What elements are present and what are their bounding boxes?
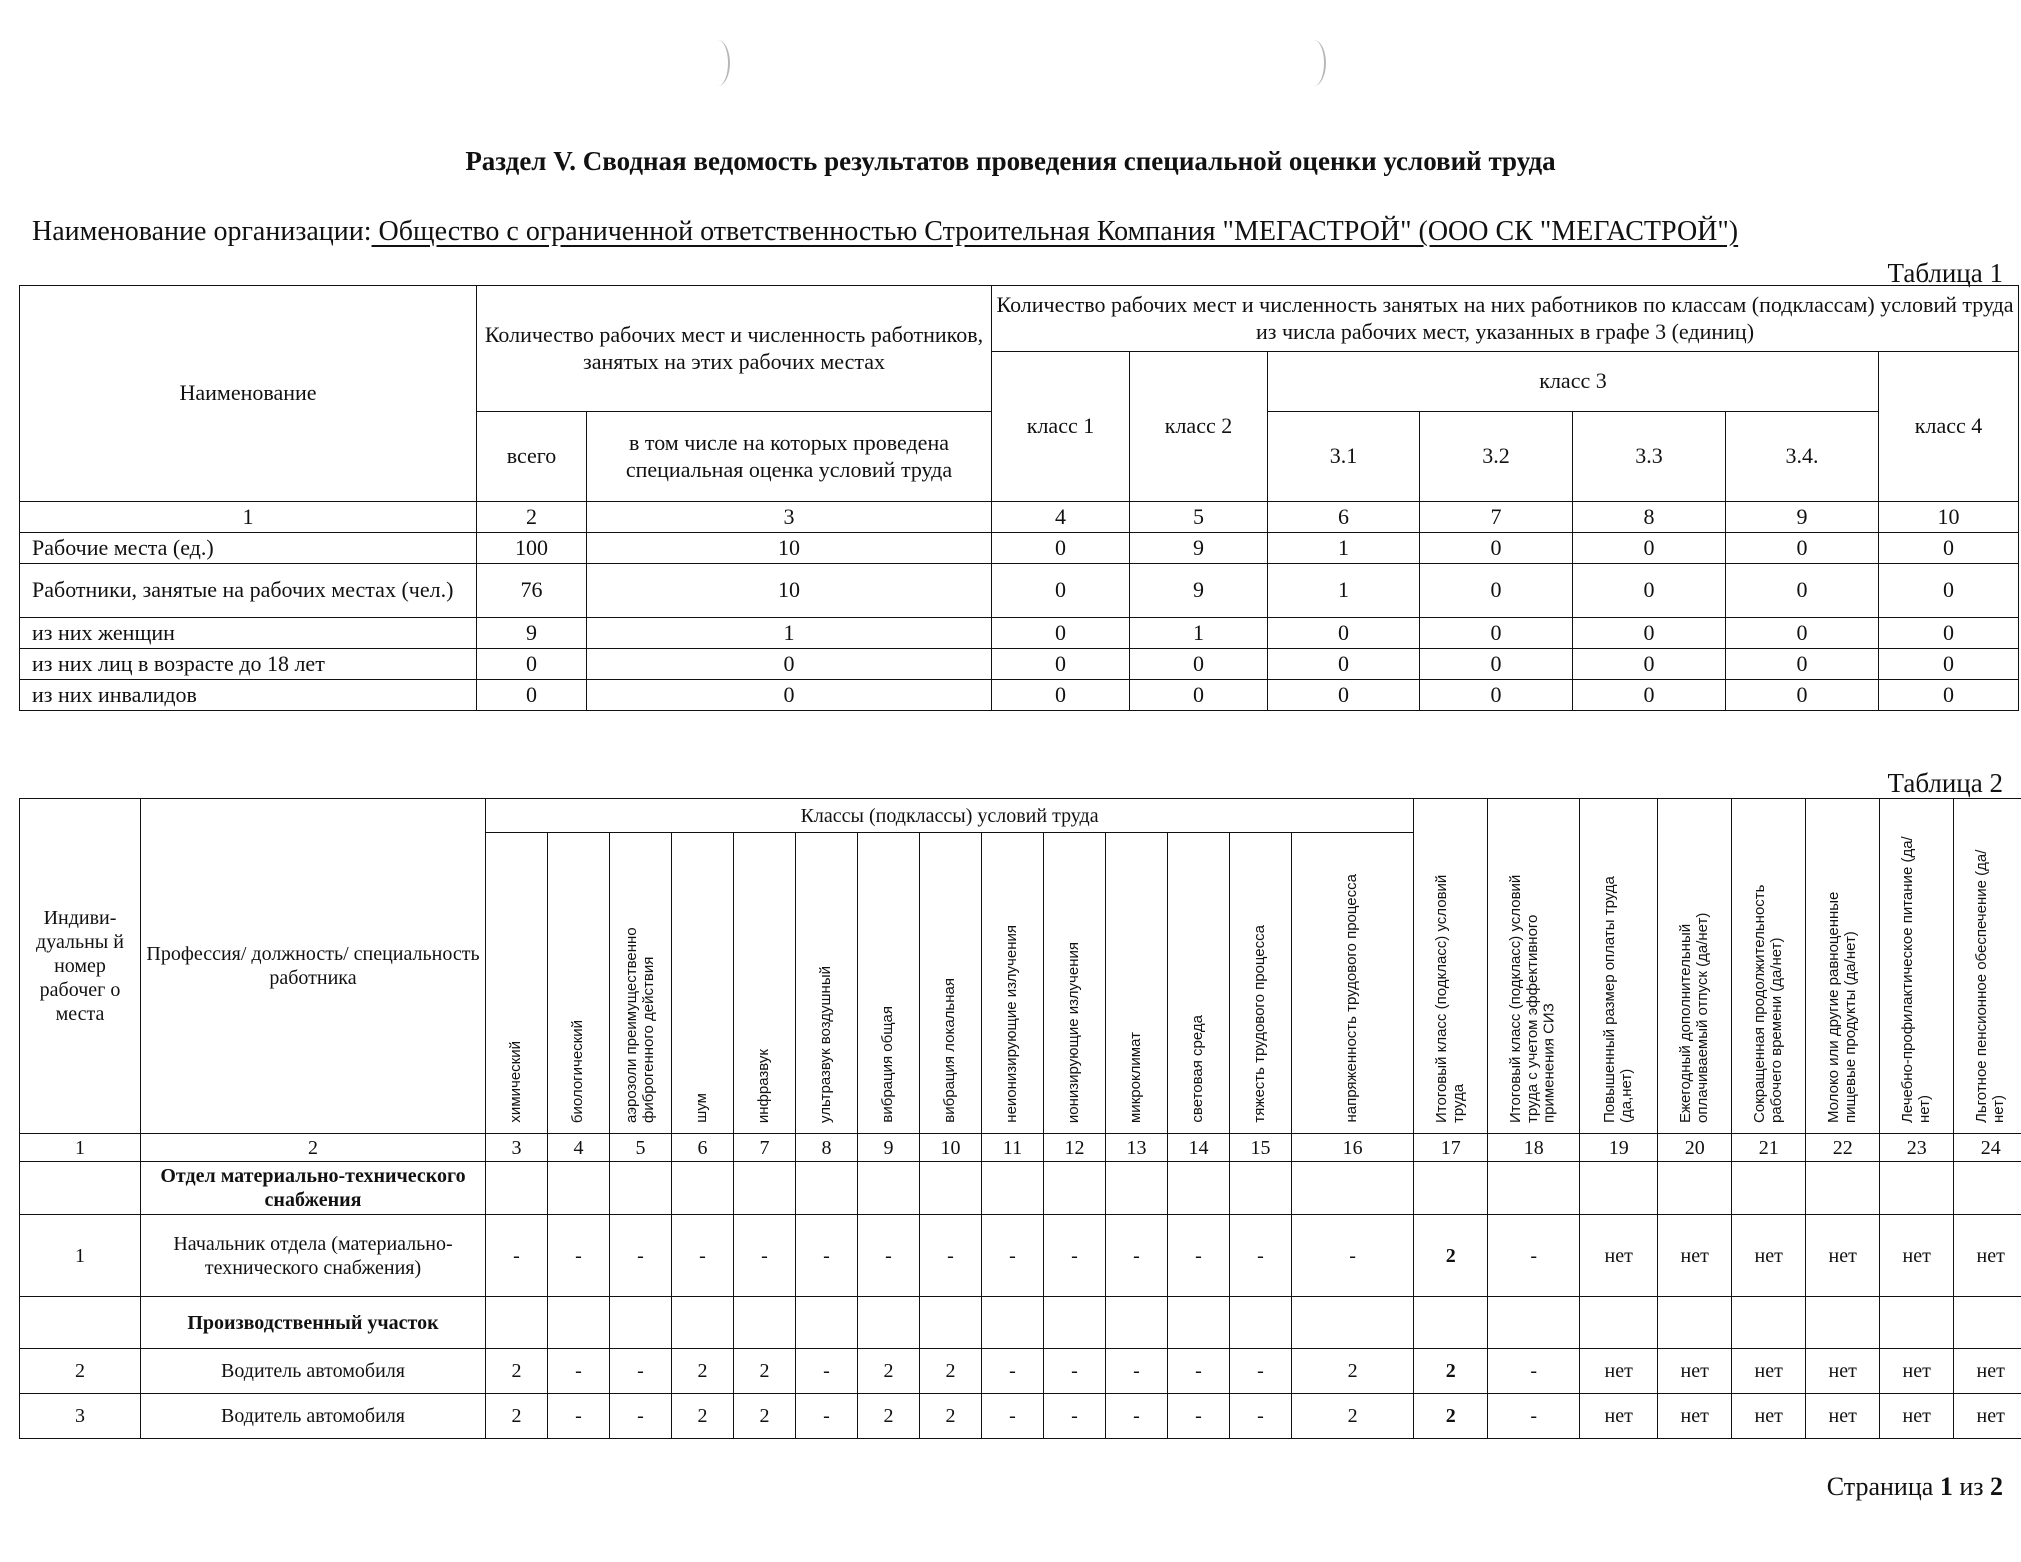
table-cell: - bbox=[486, 1215, 548, 1297]
header-extra-label: Молоко или другие равноценные пищевые продукты (да/нет) bbox=[1824, 891, 1859, 1123]
column-number: 6 bbox=[672, 1134, 734, 1162]
column-number: 9 bbox=[858, 1134, 920, 1162]
table-cell: нет bbox=[1806, 1349, 1880, 1394]
column-number: 23 bbox=[1880, 1134, 1954, 1162]
table-cell: нет bbox=[1732, 1349, 1806, 1394]
empty-cell bbox=[734, 1162, 796, 1215]
table-row bbox=[20, 618, 2019, 649]
table-row bbox=[20, 1394, 2021, 1439]
header-profession: Профессия/ должность/ специальность работника bbox=[141, 799, 486, 1134]
table-cell: - bbox=[1168, 1394, 1230, 1439]
table-cell: 0 bbox=[1130, 649, 1268, 680]
table-cell: 2 bbox=[734, 1394, 796, 1439]
table1-caption: Таблица 1 bbox=[1887, 258, 2003, 288]
empty-cell bbox=[20, 1297, 141, 1349]
section-title: Производственный участок bbox=[141, 1297, 486, 1349]
table-cell: 0 bbox=[1268, 649, 1420, 680]
table-cell: нет bbox=[1732, 1394, 1806, 1439]
table-cell: нет bbox=[1954, 1394, 2021, 1439]
table-cell: - bbox=[1106, 1394, 1168, 1439]
column-number: 21 bbox=[1732, 1134, 1806, 1162]
empty-cell bbox=[982, 1297, 1044, 1349]
column-number: 1 bbox=[20, 1134, 141, 1162]
header-class-3: класс 3 bbox=[1268, 352, 1879, 412]
table-cell: 0 bbox=[477, 649, 587, 680]
header-factor-15 bbox=[1230, 833, 1292, 1134]
row-label: Работники, занятые на рабочих местах (чел.) bbox=[20, 564, 477, 618]
header-factor-3 bbox=[486, 833, 548, 1134]
column-number: 10 bbox=[920, 1134, 982, 1162]
table-cell: 2 bbox=[858, 1349, 920, 1394]
empty-cell bbox=[1168, 1162, 1230, 1215]
empty-cell bbox=[920, 1162, 982, 1215]
table-cell: - bbox=[610, 1349, 672, 1394]
empty-cell bbox=[1732, 1162, 1806, 1215]
table-cell: 0 bbox=[992, 680, 1130, 711]
header-factor-label: микроклимат bbox=[1127, 1032, 1145, 1123]
table-cell: 0 bbox=[587, 649, 992, 680]
section-title: Отдел материально-технического снабжения bbox=[141, 1162, 486, 1215]
empty-cell bbox=[1044, 1297, 1106, 1349]
empty-cell bbox=[734, 1297, 796, 1349]
header-class-3-3: 3.3 bbox=[1573, 412, 1726, 502]
table-cell: 0 bbox=[1879, 680, 2019, 711]
table-cell: нет bbox=[1954, 1215, 2021, 1297]
table-cell: нет bbox=[1880, 1215, 1954, 1297]
table-cell: 0 bbox=[1573, 618, 1726, 649]
table-cell: 0 bbox=[1879, 533, 2019, 564]
header-factor-label: ионизирующие излучения bbox=[1065, 941, 1083, 1123]
table-cell: - bbox=[920, 1215, 982, 1297]
table-cell: 0 bbox=[1420, 649, 1573, 680]
empty-cell bbox=[1292, 1162, 1414, 1215]
table-cell: 0 bbox=[587, 680, 992, 711]
empty-cell bbox=[1580, 1297, 1658, 1349]
table-row bbox=[20, 564, 2019, 618]
row-label: Рабочие места (ед.) bbox=[20, 533, 477, 564]
table-row bbox=[20, 1349, 2021, 1394]
table-cell: - bbox=[796, 1394, 858, 1439]
table-row bbox=[20, 649, 2019, 680]
table-cell: - bbox=[1230, 1215, 1292, 1297]
empty-cell bbox=[1880, 1297, 1954, 1349]
table-cell: 2 bbox=[486, 1394, 548, 1439]
column-number: 18 bbox=[1488, 1134, 1580, 1162]
header-class-3-2: 3.2 bbox=[1420, 412, 1573, 502]
header-factor-4 bbox=[548, 833, 610, 1134]
summary-table bbox=[19, 285, 2019, 711]
page-number: Страница 1 из 2 bbox=[1826, 1472, 2003, 1501]
table-cell: - bbox=[796, 1215, 858, 1297]
header-extra-21 bbox=[1732, 799, 1806, 1134]
column-number: 3 bbox=[587, 502, 992, 533]
table-cell: 0 bbox=[1268, 680, 1420, 711]
column-numbers-row bbox=[20, 1134, 2021, 1162]
table-cell: 0 bbox=[1879, 618, 2019, 649]
table-cell: 0 bbox=[1420, 680, 1573, 711]
column-number: 10 bbox=[1879, 502, 2019, 533]
table-cell: - bbox=[1292, 1215, 1414, 1297]
table-cell: 2 bbox=[1414, 1215, 1488, 1297]
organization-name: Общество с ограниченной ответственностью Строительная Компания "МЕГАСТРОЙ" (ООО СК "МЕГАСТРОЙ") bbox=[371, 216, 1739, 247]
table-cell: - bbox=[796, 1349, 858, 1394]
table-cell: 1 bbox=[1268, 564, 1420, 618]
header-factor-8 bbox=[796, 833, 858, 1134]
table-cell: - bbox=[1230, 1349, 1292, 1394]
header-extra-label: Ежегодный дополнительный оплачиваемый отпуск (да/нет) bbox=[1676, 912, 1711, 1123]
header-extra-label: Льготное пенсионное обеспечение (да/нет) bbox=[1972, 849, 2007, 1123]
table-cell: 0 bbox=[1420, 618, 1573, 649]
empty-cell bbox=[1658, 1297, 1732, 1349]
table-cell: - bbox=[1488, 1394, 1580, 1439]
table-cell: 0 bbox=[1879, 649, 2019, 680]
column-number: 7 bbox=[734, 1134, 796, 1162]
table-cell: - bbox=[548, 1215, 610, 1297]
header-workplaces-count: Количество рабочих мест и численность работников, занятых на этих рабочих местах bbox=[477, 286, 992, 412]
header-factor-label: напряженность трудового процесса bbox=[1343, 874, 1361, 1123]
table-cell: - bbox=[1044, 1215, 1106, 1297]
table-cell: 76 bbox=[477, 564, 587, 618]
empty-cell bbox=[1292, 1297, 1414, 1349]
header-extra-23 bbox=[1880, 799, 1954, 1134]
workplace-id: 2 bbox=[20, 1349, 141, 1394]
table-cell: 2 bbox=[672, 1349, 734, 1394]
empty-cell bbox=[672, 1297, 734, 1349]
header-factor-5 bbox=[610, 833, 672, 1134]
table-cell: 1 bbox=[1268, 533, 1420, 564]
column-number: 12 bbox=[1044, 1134, 1106, 1162]
table-cell: 2 bbox=[858, 1394, 920, 1439]
table-cell: нет bbox=[1806, 1394, 1880, 1439]
table-cell: 0 bbox=[1726, 680, 1879, 711]
empty-cell bbox=[1044, 1162, 1106, 1215]
table2-caption: Таблица 2 bbox=[1887, 768, 2003, 798]
header-factor-label: биологический bbox=[569, 1019, 587, 1123]
table-cell: нет bbox=[1580, 1394, 1658, 1439]
table-cell: - bbox=[1044, 1394, 1106, 1439]
workplace-id: 3 bbox=[20, 1394, 141, 1439]
table-cell: нет bbox=[1954, 1349, 2021, 1394]
column-number: 20 bbox=[1658, 1134, 1732, 1162]
empty-cell bbox=[1954, 1162, 2021, 1215]
header-factor-label: неионизирующие излучения bbox=[1003, 925, 1021, 1123]
header-factor-11 bbox=[982, 833, 1044, 1134]
empty-cell bbox=[858, 1162, 920, 1215]
table-cell: 9 bbox=[1130, 564, 1268, 618]
header-extra-19 bbox=[1580, 799, 1658, 1134]
header-extra-label: Итоговый класс (подкласс) условий труда с учетом эффективного применения СИЗ bbox=[1507, 874, 1559, 1123]
column-number: 7 bbox=[1420, 502, 1573, 533]
header-factor-label: вибрация общая bbox=[879, 1006, 897, 1123]
header-extra-17 bbox=[1414, 799, 1488, 1134]
table-cell: 0 bbox=[1726, 564, 1879, 618]
table-cell: 1 bbox=[1130, 618, 1268, 649]
table-cell: 0 bbox=[477, 680, 587, 711]
table-cell: - bbox=[734, 1215, 796, 1297]
table-cell: - bbox=[1106, 1349, 1168, 1394]
table-cell: 0 bbox=[992, 618, 1130, 649]
row-label: из них инвалидов bbox=[20, 680, 477, 711]
empty-cell bbox=[1732, 1297, 1806, 1349]
row-label: из них лиц в возрасте до 18 лет bbox=[20, 649, 477, 680]
header-class-3-4: 3.4. bbox=[1726, 412, 1879, 502]
workplace-id: 1 bbox=[20, 1215, 141, 1297]
table-cell: - bbox=[610, 1215, 672, 1297]
header-class-3-1: 3.1 bbox=[1268, 412, 1420, 502]
organization-line bbox=[32, 216, 1738, 248]
table-cell: - bbox=[1168, 1215, 1230, 1297]
table-cell: 2 bbox=[486, 1349, 548, 1394]
column-number: 3 bbox=[486, 1134, 548, 1162]
table-cell: нет bbox=[1880, 1349, 1954, 1394]
header-factor-12 bbox=[1044, 833, 1106, 1134]
header-class-2: класс 2 bbox=[1130, 352, 1268, 502]
table-cell: 0 bbox=[1573, 649, 1726, 680]
table-cell: нет bbox=[1658, 1215, 1732, 1297]
header-class-distribution: Количество рабочих мест и численность занятых на них работников по классам (подклассам) условий труда из числа рабочих мест, указанных в графе 3 (единиц) bbox=[992, 286, 2019, 352]
table-cell: 10 bbox=[587, 564, 992, 618]
header-class-1: класс 1 bbox=[992, 352, 1130, 502]
table-cell: 100 bbox=[477, 533, 587, 564]
punch-mark bbox=[706, 40, 730, 86]
table-cell: 0 bbox=[1879, 564, 2019, 618]
header-factor-label: химический bbox=[507, 1041, 525, 1123]
empty-cell bbox=[20, 1162, 141, 1215]
table-cell: нет bbox=[1658, 1349, 1732, 1394]
table-cell: 0 bbox=[992, 533, 1130, 564]
table-cell: 1 bbox=[587, 618, 992, 649]
organization-label: Наименование организации: bbox=[32, 216, 372, 247]
empty-cell bbox=[610, 1162, 672, 1215]
table-cell: нет bbox=[1806, 1215, 1880, 1297]
empty-cell bbox=[486, 1162, 548, 1215]
table-cell: - bbox=[548, 1349, 610, 1394]
table-cell: 9 bbox=[477, 618, 587, 649]
column-number: 16 bbox=[1292, 1134, 1414, 1162]
empty-cell bbox=[1806, 1297, 1880, 1349]
column-number: 8 bbox=[1573, 502, 1726, 533]
empty-cell bbox=[1488, 1162, 1580, 1215]
empty-cell bbox=[1230, 1162, 1292, 1215]
table-cell: 2 bbox=[1414, 1349, 1488, 1394]
empty-cell bbox=[1488, 1297, 1580, 1349]
section-heading: Раздел V. Сводная ведомость результатов проведения специальной оценки условий труда bbox=[465, 146, 1556, 176]
header-factor-label: ультразвук воздушный bbox=[817, 966, 835, 1123]
table-cell: - bbox=[1044, 1349, 1106, 1394]
table-cell: 9 bbox=[1130, 533, 1268, 564]
table-cell: 0 bbox=[1420, 533, 1573, 564]
header-factor-label: тяжесть трудового процесса bbox=[1251, 925, 1269, 1123]
column-number: 6 bbox=[1268, 502, 1420, 533]
table-cell: - bbox=[982, 1394, 1044, 1439]
table-cell: - bbox=[548, 1394, 610, 1439]
table-cell: 0 bbox=[992, 564, 1130, 618]
table-cell: 0 bbox=[1726, 533, 1879, 564]
empty-cell bbox=[1954, 1297, 2021, 1349]
column-number: 8 bbox=[796, 1134, 858, 1162]
header-extra-22 bbox=[1806, 799, 1880, 1134]
header-work-condition-classes: Классы (подклассы) условий труда bbox=[486, 799, 1414, 833]
column-number: 22 bbox=[1806, 1134, 1880, 1162]
table-cell: 2 bbox=[1414, 1394, 1488, 1439]
empty-cell bbox=[982, 1162, 1044, 1215]
row-label: из них женщин bbox=[20, 618, 477, 649]
column-number: 9 bbox=[1726, 502, 1879, 533]
table-cell: 0 bbox=[1573, 564, 1726, 618]
table-cell: 2 bbox=[734, 1349, 796, 1394]
header-extra-label: Повышенный размер оплаты труда (да,нет) bbox=[1600, 876, 1635, 1123]
table-cell: - bbox=[1488, 1349, 1580, 1394]
header-factor-16 bbox=[1292, 833, 1414, 1134]
table-cell: 10 bbox=[587, 533, 992, 564]
header-factor-label: шум bbox=[693, 1093, 711, 1123]
table-cell: нет bbox=[1658, 1394, 1732, 1439]
table-cell: 0 bbox=[1573, 533, 1726, 564]
profession-name: Водитель автомобиля bbox=[141, 1394, 486, 1439]
header-extra-label: Лечебно-профилактическое питание (да/нет) bbox=[1898, 836, 1933, 1123]
column-number: 15 bbox=[1230, 1134, 1292, 1162]
section-row bbox=[20, 1297, 2021, 1349]
header-extra-label: Сокращенная продолжительность рабочего времени (да/нет) bbox=[1750, 884, 1785, 1123]
empty-cell bbox=[1880, 1162, 1954, 1215]
header-factor-10 bbox=[920, 833, 982, 1134]
table-row bbox=[20, 680, 2019, 711]
table-cell: 0 bbox=[1268, 618, 1420, 649]
header-factor-label: вибрация локальная bbox=[941, 978, 959, 1123]
empty-cell bbox=[796, 1162, 858, 1215]
column-number: 2 bbox=[477, 502, 587, 533]
column-number: 14 bbox=[1168, 1134, 1230, 1162]
column-number: 19 bbox=[1580, 1134, 1658, 1162]
table-cell: - bbox=[1106, 1215, 1168, 1297]
empty-cell bbox=[1414, 1162, 1488, 1215]
table-cell: 0 bbox=[1130, 680, 1268, 711]
table-cell: - bbox=[610, 1394, 672, 1439]
column-number: 2 bbox=[141, 1134, 486, 1162]
header-factor-6 bbox=[672, 833, 734, 1134]
empty-cell bbox=[1230, 1297, 1292, 1349]
table-cell: 2 bbox=[920, 1394, 982, 1439]
table-row bbox=[20, 1215, 2021, 1297]
table-cell: нет bbox=[1580, 1349, 1658, 1394]
workplace-table bbox=[19, 798, 2021, 1439]
table-cell: - bbox=[1488, 1215, 1580, 1297]
header-workplace-id: Индиви-дуальны й номер рабочег о места bbox=[20, 799, 141, 1134]
header-extra-24 bbox=[1954, 799, 2021, 1134]
empty-cell bbox=[1580, 1162, 1658, 1215]
header-factor-13 bbox=[1106, 833, 1168, 1134]
empty-cell bbox=[1106, 1297, 1168, 1349]
table-cell: 0 bbox=[992, 649, 1130, 680]
header-factor-label: аэрозоли преимущественно фиброгенного действия bbox=[622, 927, 657, 1123]
header-extra-18 bbox=[1488, 799, 1580, 1134]
table-cell: нет bbox=[1732, 1215, 1806, 1297]
empty-cell bbox=[1168, 1297, 1230, 1349]
header-factor-7 bbox=[734, 833, 796, 1134]
profession-name: Водитель автомобиля bbox=[141, 1349, 486, 1394]
empty-cell bbox=[610, 1297, 672, 1349]
table-cell: 2 bbox=[1292, 1394, 1414, 1439]
column-number: 17 bbox=[1414, 1134, 1488, 1162]
table-cell: нет bbox=[1880, 1394, 1954, 1439]
header-class-4: класс 4 bbox=[1879, 352, 2019, 502]
column-number: 5 bbox=[610, 1134, 672, 1162]
column-number: 24 bbox=[1954, 1134, 2021, 1162]
table-cell: 2 bbox=[1292, 1349, 1414, 1394]
header-total: всего bbox=[477, 412, 587, 502]
empty-cell bbox=[1806, 1162, 1880, 1215]
table-cell: 2 bbox=[920, 1349, 982, 1394]
empty-cell bbox=[920, 1297, 982, 1349]
empty-cell bbox=[548, 1297, 610, 1349]
profession-name: Начальник отдела (материально-технического снабжения) bbox=[141, 1215, 486, 1297]
column-number: 13 bbox=[1106, 1134, 1168, 1162]
table-cell: - bbox=[982, 1349, 1044, 1394]
empty-cell bbox=[858, 1297, 920, 1349]
table-cell: 0 bbox=[1726, 649, 1879, 680]
table-cell: - bbox=[1230, 1394, 1292, 1439]
table-cell: 0 bbox=[1420, 564, 1573, 618]
header-factor-9 bbox=[858, 833, 920, 1134]
header-name: Наименование bbox=[20, 286, 477, 502]
empty-cell bbox=[486, 1297, 548, 1349]
header-factor-label: инфразвук bbox=[755, 1048, 773, 1123]
table-cell: нет bbox=[1580, 1215, 1658, 1297]
column-number: 1 bbox=[20, 502, 477, 533]
column-number: 4 bbox=[548, 1134, 610, 1162]
table-cell: - bbox=[1168, 1349, 1230, 1394]
empty-cell bbox=[796, 1297, 858, 1349]
table-cell: 0 bbox=[1573, 680, 1726, 711]
table-row bbox=[20, 533, 2019, 564]
table-cell: - bbox=[858, 1215, 920, 1297]
column-number: 5 bbox=[1130, 502, 1268, 533]
table-cell: 2 bbox=[672, 1394, 734, 1439]
table-cell: - bbox=[982, 1215, 1044, 1297]
column-number: 11 bbox=[982, 1134, 1044, 1162]
header-assessed: в том числе на которых проведена специальная оценка условий труда bbox=[587, 412, 992, 502]
empty-cell bbox=[672, 1162, 734, 1215]
section-row bbox=[20, 1162, 2021, 1215]
header-factor-label: световая среда bbox=[1189, 1015, 1207, 1123]
header-extra-label: Итоговый класс (подкласс) условий труда bbox=[1432, 874, 1467, 1123]
table-cell: - bbox=[672, 1215, 734, 1297]
column-numbers-row bbox=[20, 502, 2019, 533]
empty-cell bbox=[548, 1162, 610, 1215]
header-factor-14 bbox=[1168, 833, 1230, 1134]
header-extra-20 bbox=[1658, 799, 1732, 1134]
table-cell: 0 bbox=[1726, 618, 1879, 649]
empty-cell bbox=[1106, 1162, 1168, 1215]
punch-mark bbox=[1302, 40, 1326, 86]
column-number: 4 bbox=[992, 502, 1130, 533]
empty-cell bbox=[1658, 1162, 1732, 1215]
empty-cell bbox=[1414, 1297, 1488, 1349]
